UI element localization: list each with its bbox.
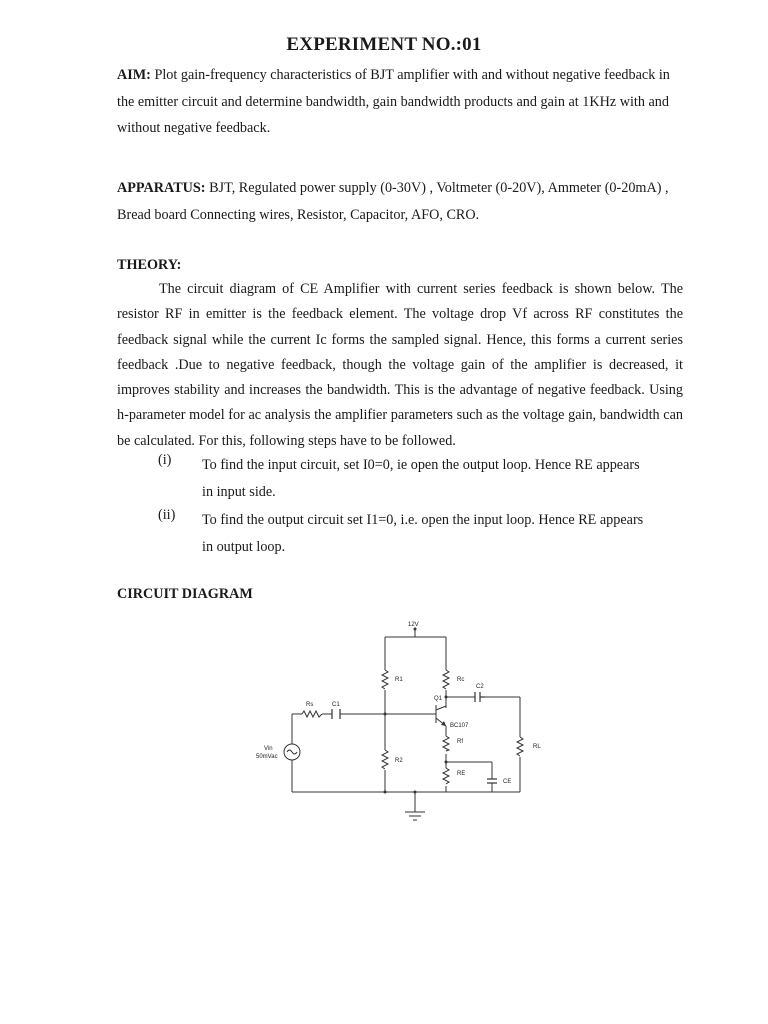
step-line-2: in output loop. — [202, 539, 286, 555]
resistor-r2 — [382, 750, 388, 769]
circuit-heading: CIRCUIT DIAGRAM — [117, 586, 253, 602]
step-text — [202, 452, 702, 506]
theory-heading: THEORY: — [117, 257, 182, 273]
label-re: RE — [457, 771, 466, 777]
aim-label: AIM: — [117, 67, 151, 83]
resistor-rf — [443, 736, 449, 751]
ground-icon — [405, 812, 425, 820]
page-title: EXPERIMENT NO.:01 — [286, 34, 482, 55]
label-c2: C2 — [476, 684, 484, 690]
step-line-1: To find the output circuit set I1=0, i.e. open the input loop. Hence RE appears — [202, 512, 644, 528]
junction-dots — [384, 696, 448, 794]
capacitor-symbols — [332, 692, 497, 783]
step-line-1: To find the input circuit, set I0=0, ie open the output loop. Hence RE appears — [202, 457, 640, 473]
resistor-rc — [443, 670, 449, 689]
circuit-diagram — [240, 612, 560, 828]
label-rc: Rc — [457, 677, 465, 683]
resistor-re — [443, 768, 449, 784]
label-rl: RL — [533, 744, 541, 750]
label-rf: Rf — [457, 739, 463, 745]
apparatus-paragraph — [117, 175, 687, 228]
aim-paragraph — [117, 62, 687, 142]
label-q1: Q1 — [434, 696, 443, 702]
apparatus-label: APPARATUS: — [117, 180, 206, 196]
label-r2: R2 — [395, 758, 403, 764]
label-ce: CE — [503, 779, 512, 785]
label-transistor: BC107 — [450, 723, 469, 729]
resistor-r1 — [382, 670, 388, 689]
ac-source-icon — [284, 744, 300, 760]
label-vin-value: 50mVac — [256, 754, 278, 760]
label-vcc: 12V — [408, 622, 419, 628]
step-number: (i) — [158, 452, 172, 468]
aim-text: Plot gain-frequency characteristics of BJT amplifier with and without negative feedback in the emitter circuit and determine bandwidth, gain bandwidth products and gain at 1KHz with and without negative feedback. — [117, 67, 670, 136]
resistor-rl — [517, 737, 523, 756]
label-vin: Vin — [264, 746, 273, 752]
theory-paragraph: The circuit diagram of CE Amplifier with current series feedback is shown below. The resistor RF in emitter is the feedback element. The voltage drop Vf across RF constitutes the feedback signal while the current Ic forms the sampled signal. Hence, this forms a current series feedback .Due to negative feedback, though the voltage gain of the amplifier is decreased, it improves stability and increases the bandwidth. This is the advantage of negative feedback. Using h-parameter model for ac analysis the amplifier parameters such as the voltage gain, bandwidth can be calculated. For this, following steps have to be followed. — [117, 281, 683, 449]
resistor-symbols — [302, 670, 523, 784]
circuit-wires — [292, 630, 520, 812]
emitter-arrow — [441, 721, 446, 726]
resistor-rs — [302, 711, 322, 717]
label-c1: C1 — [332, 702, 340, 708]
label-r1: R1 — [395, 677, 403, 683]
step-text — [202, 507, 702, 561]
label-rs: Rs — [306, 702, 314, 708]
step-number: (ii) — [158, 507, 176, 523]
apparatus-text: BJT, Regulated power supply (0-30V) , Voltmeter (0-20V), Ammeter (0-20mA) , Bread board Connecting wires, Resistor, Capacitor, AFO, CRO. — [117, 180, 669, 223]
step-line-2: in input side. — [202, 484, 276, 500]
